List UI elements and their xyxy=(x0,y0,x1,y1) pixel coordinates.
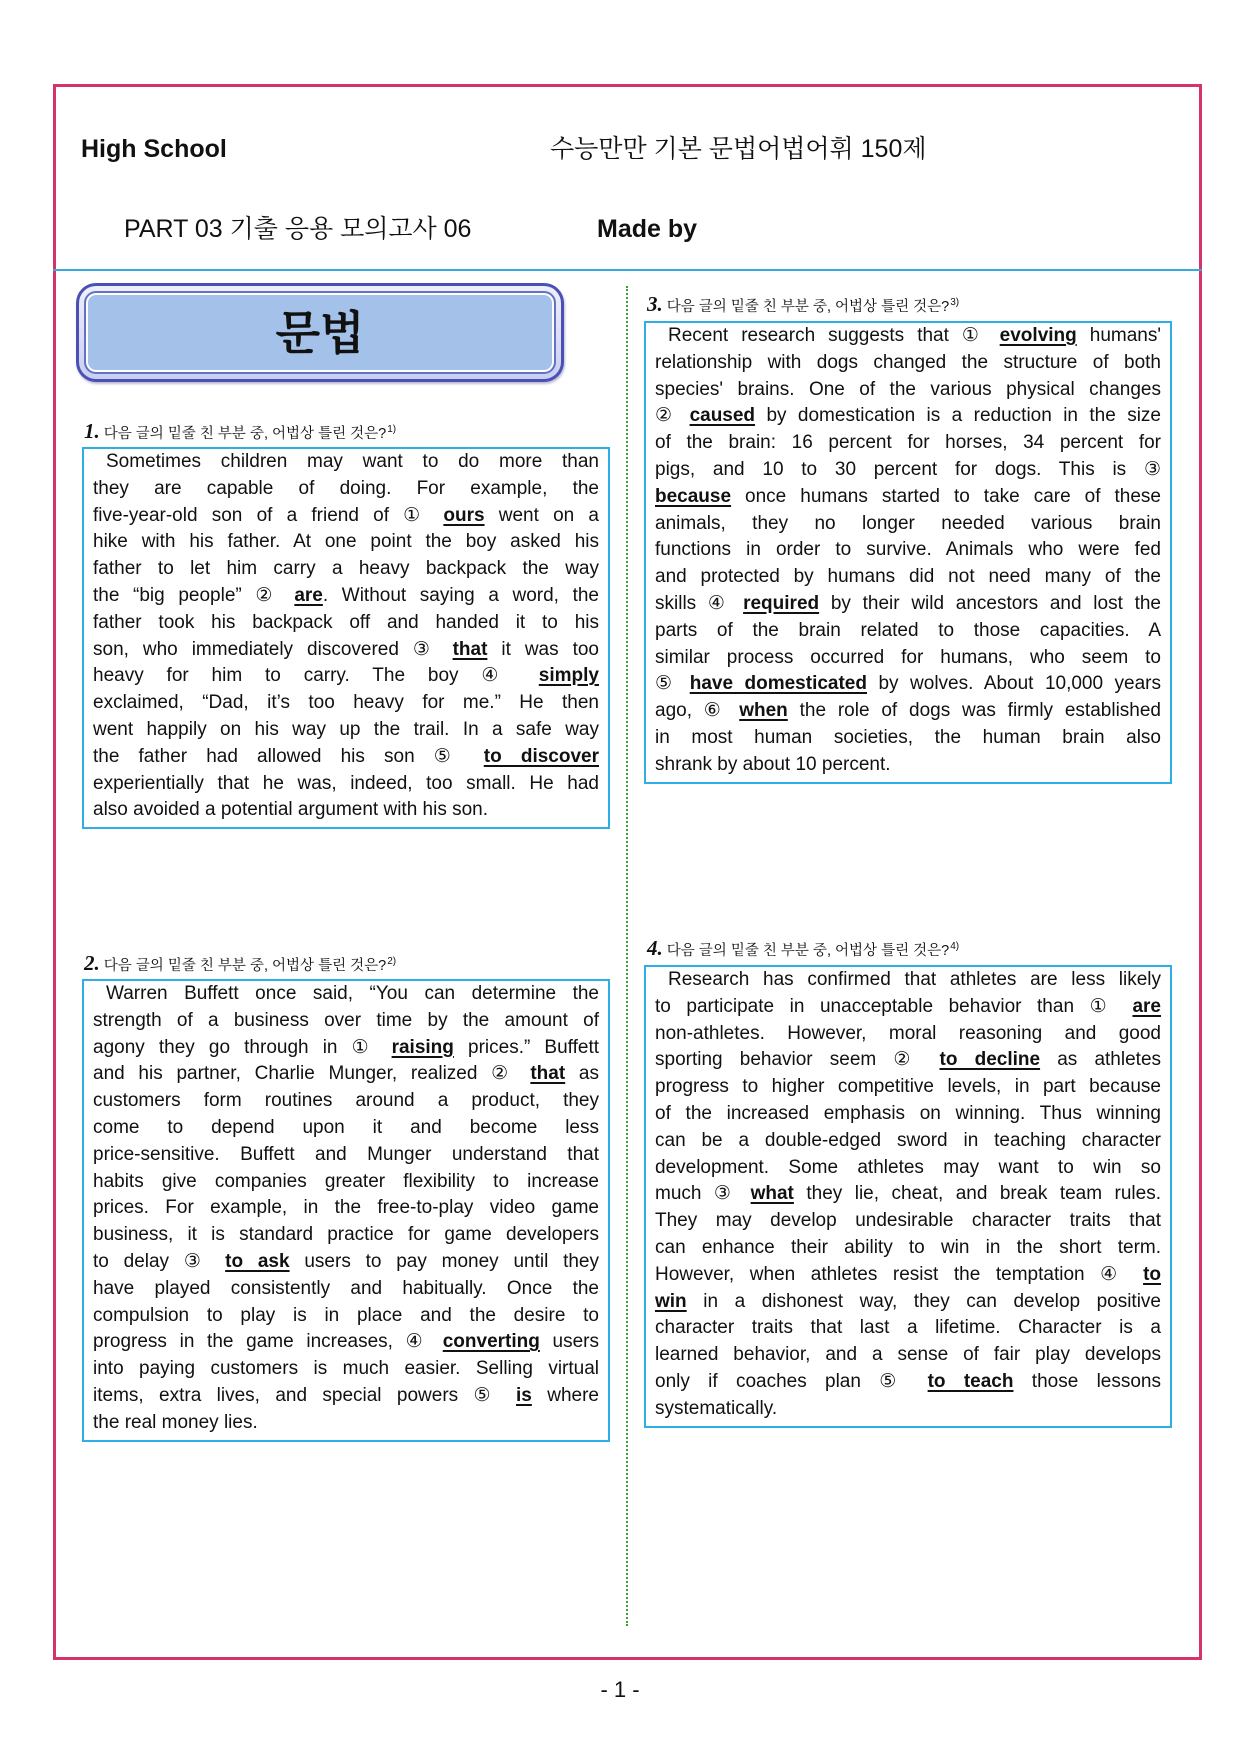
question-number: 2. xyxy=(84,951,100,975)
passage-text: much ③ xyxy=(655,1183,751,1205)
passage-line xyxy=(655,350,1161,377)
answer-choice: simply xyxy=(538,665,599,687)
passage-line xyxy=(93,1249,599,1276)
passage-line xyxy=(93,981,599,1008)
question-prompt: 다음 글의 밑줄 친 부분 중, 어법상 틀린 것은? xyxy=(103,426,387,442)
passage-text: only if coaches plan ⑤ xyxy=(655,1370,928,1392)
passage-line xyxy=(93,1142,599,1169)
answer-choice: to ask xyxy=(225,1250,290,1272)
passage-text: to participate in unacceptable behavior than ① xyxy=(655,995,1133,1017)
passage-text: in most human societies, the human brain also xyxy=(655,726,1161,748)
passage-text: skills ④ xyxy=(655,592,744,614)
passage-line xyxy=(655,1315,1161,1342)
passage-text: prices. For example, in the free-to-play video game xyxy=(93,1197,599,1219)
passage-line xyxy=(93,556,599,583)
passage-line xyxy=(655,564,1161,591)
passage-text: humans' xyxy=(1076,325,1161,346)
passage-text: compulsion to play is in place and the desire to xyxy=(93,1304,599,1326)
passage-line xyxy=(655,1047,1161,1074)
question-prompt: 다음 글의 밑줄 친 부분 중, 어법상 틀린 것은? xyxy=(666,299,950,315)
footnote-marker: 1) xyxy=(387,424,397,435)
answer-choice: are xyxy=(294,584,323,606)
passage-text: pigs, and 10 to 30 percent for dogs. This is ③ xyxy=(655,458,1161,480)
passage-line xyxy=(655,725,1161,752)
passage-line xyxy=(93,1356,599,1383)
passage-text: animals, they no longer needed various brain xyxy=(655,512,1161,534)
header-school: High School xyxy=(81,135,227,163)
footnote-marker: 4) xyxy=(950,941,960,952)
passage-line xyxy=(93,1276,599,1303)
passage-text: experientially that he was, indeed, too small. He had xyxy=(93,772,599,794)
passage-line xyxy=(93,1169,599,1196)
passage-line xyxy=(93,1195,599,1222)
passage-line xyxy=(655,1342,1161,1369)
passage-line xyxy=(93,476,599,503)
passage-text: can be a double-edged sword in teaching character xyxy=(655,1129,1161,1151)
passage-text: business, it is standard practice for game developers xyxy=(93,1224,599,1246)
passage-text: went on a xyxy=(484,504,599,526)
page-number: - 1 - xyxy=(600,1677,640,1702)
answer-choice: to decline xyxy=(939,1049,1041,1071)
header-title: 수능만만 기본 문법어법어휘 150제 xyxy=(550,135,927,163)
passage-line xyxy=(93,771,599,798)
passage-line xyxy=(93,1008,599,1035)
passage-text: by wolves. About 10,000 years xyxy=(867,673,1161,695)
passage-text: exclaimed, “Dad, it’s too heavy for me.” He then xyxy=(93,692,599,714)
passage-text: items, extra lives, and special powers ⑤ xyxy=(93,1384,517,1406)
question-number: 4. xyxy=(647,936,663,960)
answer-choice: that xyxy=(452,638,488,660)
question-3-heading xyxy=(647,291,959,315)
passage-line xyxy=(655,1021,1161,1048)
passage-text: customers form routines around a product, they xyxy=(93,1090,599,1112)
passage-line xyxy=(655,645,1161,672)
question-2-passage xyxy=(82,979,610,1442)
section-badge-panel xyxy=(84,291,556,374)
answer-choice: ours xyxy=(443,504,485,526)
answer-choice: what xyxy=(750,1183,794,1205)
passage-text: . Without saying a word, the xyxy=(322,584,599,606)
passage-text: ⑤ xyxy=(655,673,690,695)
answer-choice: win xyxy=(655,1290,687,1312)
passage-text: father took his backpack off and handed it to his xyxy=(93,611,599,633)
question-4-passage xyxy=(644,965,1172,1428)
section-badge xyxy=(76,283,564,382)
column-divider xyxy=(626,286,628,1626)
answer-choice: to teach xyxy=(927,1370,1014,1392)
question-1-passage xyxy=(82,447,610,829)
passage-line xyxy=(655,1101,1161,1128)
passage-text: progress in the game increases, ④ xyxy=(93,1331,443,1353)
passage-line xyxy=(655,1208,1161,1235)
passage-line xyxy=(655,430,1161,457)
passage-line xyxy=(93,1222,599,1249)
passage-line xyxy=(655,591,1161,618)
question-prompt: 다음 글의 밑줄 친 부분 중, 어법상 틀린 것은? xyxy=(666,943,950,959)
passage-text: by domestication is a reduction in the size xyxy=(755,405,1161,427)
passage-text: the “big people” ② xyxy=(93,584,295,606)
passage-text: come to depend upon it and become less xyxy=(93,1116,599,1138)
passage-text: those lessons xyxy=(1013,1370,1161,1392)
passage-text: shrank by about 10 percent. xyxy=(655,753,891,775)
passage-line xyxy=(93,690,599,717)
passage-line xyxy=(655,671,1161,698)
passage-line xyxy=(655,537,1161,564)
passage-line xyxy=(93,717,599,744)
passage-text: by their wild ancestors and lost the xyxy=(819,592,1161,614)
footnote-marker: 3) xyxy=(950,297,960,308)
passage-text: into paying customers is much easier. Selling virtual xyxy=(93,1358,599,1380)
passage-text: users to pay money until they xyxy=(289,1250,599,1272)
passage-text: strength of a business over time by the amount of xyxy=(93,1009,599,1031)
passage-text: users xyxy=(539,1331,599,1353)
passage-line xyxy=(93,1115,599,1142)
passage-text: they lie, cheat, and break team rules. xyxy=(793,1183,1161,1205)
question-number: 1. xyxy=(84,419,100,443)
passage-line xyxy=(655,377,1161,404)
passage-text: ② xyxy=(655,405,690,427)
passage-text: relationship with dogs changed the structure of both xyxy=(655,351,1161,373)
question-2-heading xyxy=(84,950,396,974)
passage-line xyxy=(655,511,1161,538)
passage-text: to delay ③ xyxy=(93,1250,226,1272)
passage-text: development. Some athletes may want to win so xyxy=(655,1156,1161,1178)
passage-line xyxy=(93,1329,599,1356)
passage-text: once humans started to take care of these xyxy=(731,485,1161,507)
passage-text: progress to higher competitive levels, in part because xyxy=(655,1076,1161,1098)
answer-choice: have domesticated xyxy=(689,673,867,695)
passage-text: also avoided a potential argument with his son. xyxy=(93,799,489,821)
passage-text: they are capable of doing. For example, the xyxy=(93,477,599,499)
answer-choice: raising xyxy=(391,1036,454,1058)
passage-text: Research has confirmed that athletes are less likely xyxy=(668,969,1161,990)
question-4-heading xyxy=(647,935,959,959)
answer-choice: caused xyxy=(689,405,756,427)
passage-text: it was too xyxy=(487,638,599,660)
passage-text: the role of dogs was firmly established xyxy=(787,700,1161,722)
passage-text: habits give companies greater flexibility to increase xyxy=(93,1170,599,1192)
passage-line xyxy=(93,529,599,556)
passage-text: non-athletes. However, moral reasoning and good xyxy=(655,1022,1161,1044)
passage-text: agony they go through in ① xyxy=(93,1036,392,1058)
passage-line xyxy=(655,618,1161,645)
passage-line xyxy=(655,967,1161,994)
passage-text: sporting behavior seem ② xyxy=(655,1049,940,1071)
footnote-marker: 2) xyxy=(387,956,397,967)
answer-choice: required xyxy=(743,592,820,614)
passage-text: Warren Buffett once said, “You can determine the xyxy=(106,983,599,1004)
passage-line xyxy=(93,637,599,664)
passage-line xyxy=(655,1396,1161,1423)
passage-text: of the increased emphasis on winning. Thus winning xyxy=(655,1102,1161,1124)
passage-text: and protected by humans did not need many of the xyxy=(655,566,1161,588)
passage-text: father to let him carry a heavy backpack the way xyxy=(93,558,599,580)
answer-choice: are xyxy=(1132,995,1161,1017)
passage-text: hike with his father. At one point the boy asked his xyxy=(93,531,599,553)
section-badge-ring xyxy=(79,286,561,379)
passage-text: as xyxy=(565,1063,599,1085)
passage-line xyxy=(93,449,599,476)
answer-choice: that xyxy=(530,1063,566,1085)
passage-line xyxy=(655,403,1161,430)
passage-text: species' brains. One of the various physical changes xyxy=(655,378,1161,400)
passage-line xyxy=(93,583,599,610)
answer-choice: converting xyxy=(442,1331,540,1353)
passage-line xyxy=(655,1155,1161,1182)
passage-line xyxy=(93,1088,599,1115)
passage-line xyxy=(93,1035,599,1062)
passage-line xyxy=(655,1262,1161,1289)
question-number: 3. xyxy=(647,292,663,316)
passage-text: Recent research suggests that ① xyxy=(668,325,1000,346)
passage-line xyxy=(655,457,1161,484)
passage-line xyxy=(655,1235,1161,1262)
header-divider xyxy=(53,269,1202,271)
passage-text: of the brain: 16 percent for horses, 34 percent for xyxy=(655,432,1161,454)
passage-line xyxy=(93,663,599,690)
passage-line xyxy=(655,752,1161,779)
answer-choice: when xyxy=(739,700,788,722)
answer-choice: because xyxy=(655,485,732,507)
passage-text: character traits that last a lifetime. Character is a xyxy=(655,1317,1161,1339)
passage-line xyxy=(655,994,1161,1021)
passage-line xyxy=(655,1289,1161,1316)
header-part: PART 03 기출 응용 모의고사 06 xyxy=(124,215,472,243)
passage-line xyxy=(655,323,1161,350)
passage-line xyxy=(93,1303,599,1330)
passage-text: went happily on his way up the trail. In a safe way xyxy=(93,718,599,740)
passage-line xyxy=(655,484,1161,511)
passage-text: ago, ⑥ xyxy=(655,700,740,722)
passage-text: However, when athletes resist the temptation ④ xyxy=(655,1263,1144,1285)
passage-text: the father had allowed his son ⑤ xyxy=(93,745,484,767)
passage-line xyxy=(93,610,599,637)
passage-text: son, who immediately discovered ③ xyxy=(93,638,453,660)
passage-text: price-sensitive. Buffett and Munger understand that xyxy=(93,1143,599,1165)
passage-text: can enhance their ability to win in the short term. xyxy=(655,1236,1161,1258)
passage-text: They may develop undesirable character traits that xyxy=(655,1210,1161,1232)
question-prompt: 다음 글의 밑줄 친 부분 중, 어법상 틀린 것은? xyxy=(103,958,387,974)
passage-text: similar process occurred for humans, who seem to xyxy=(655,646,1161,668)
answer-choice: to discover xyxy=(483,745,599,767)
passage-line xyxy=(93,1410,599,1437)
passage-line xyxy=(655,1074,1161,1101)
passage-line xyxy=(93,503,599,530)
answer-choice: evolving xyxy=(999,325,1077,346)
question-1-heading xyxy=(84,418,396,442)
passage-text: the real money lies. xyxy=(93,1411,258,1433)
passage-text: functions in order to survive. Animals who were fed xyxy=(655,539,1161,561)
passage-line xyxy=(655,698,1161,725)
passage-line xyxy=(655,1181,1161,1208)
passage-text: have played consistently and habitually. Once the xyxy=(93,1277,599,1299)
question-3-passage xyxy=(644,321,1172,784)
passage-line xyxy=(655,1128,1161,1155)
passage-line xyxy=(93,1061,599,1088)
passage-text: learned behavior, and a sense of fair play develops xyxy=(655,1344,1161,1366)
passage-text: Sometimes children may want to do more than xyxy=(106,451,599,472)
passage-text: parts of the brain related to those capacities. A xyxy=(655,619,1161,641)
passage-line xyxy=(93,797,599,824)
passage-line xyxy=(93,1383,599,1410)
passage-text: as athletes xyxy=(1040,1049,1162,1071)
passage-text: in a dishonest way, they can develop positive xyxy=(686,1290,1161,1312)
passage-line xyxy=(93,744,599,771)
passage-text: prices.” Buffett xyxy=(453,1036,599,1058)
passage-line xyxy=(655,1369,1161,1396)
section-badge-label: 문법 xyxy=(275,306,365,359)
header-made-by: Made by xyxy=(597,215,698,243)
passage-text: and his partner, Charlie Munger, realized ② xyxy=(93,1063,531,1085)
passage-text: where xyxy=(531,1384,599,1406)
passage-text: systematically. xyxy=(655,1397,778,1419)
passage-text: five-year-old son of a friend of ① xyxy=(93,504,444,526)
answer-choice: is xyxy=(516,1384,532,1406)
passage-text: heavy for him to carry. The boy ④ xyxy=(93,665,539,687)
answer-choice: to xyxy=(1143,1263,1161,1285)
